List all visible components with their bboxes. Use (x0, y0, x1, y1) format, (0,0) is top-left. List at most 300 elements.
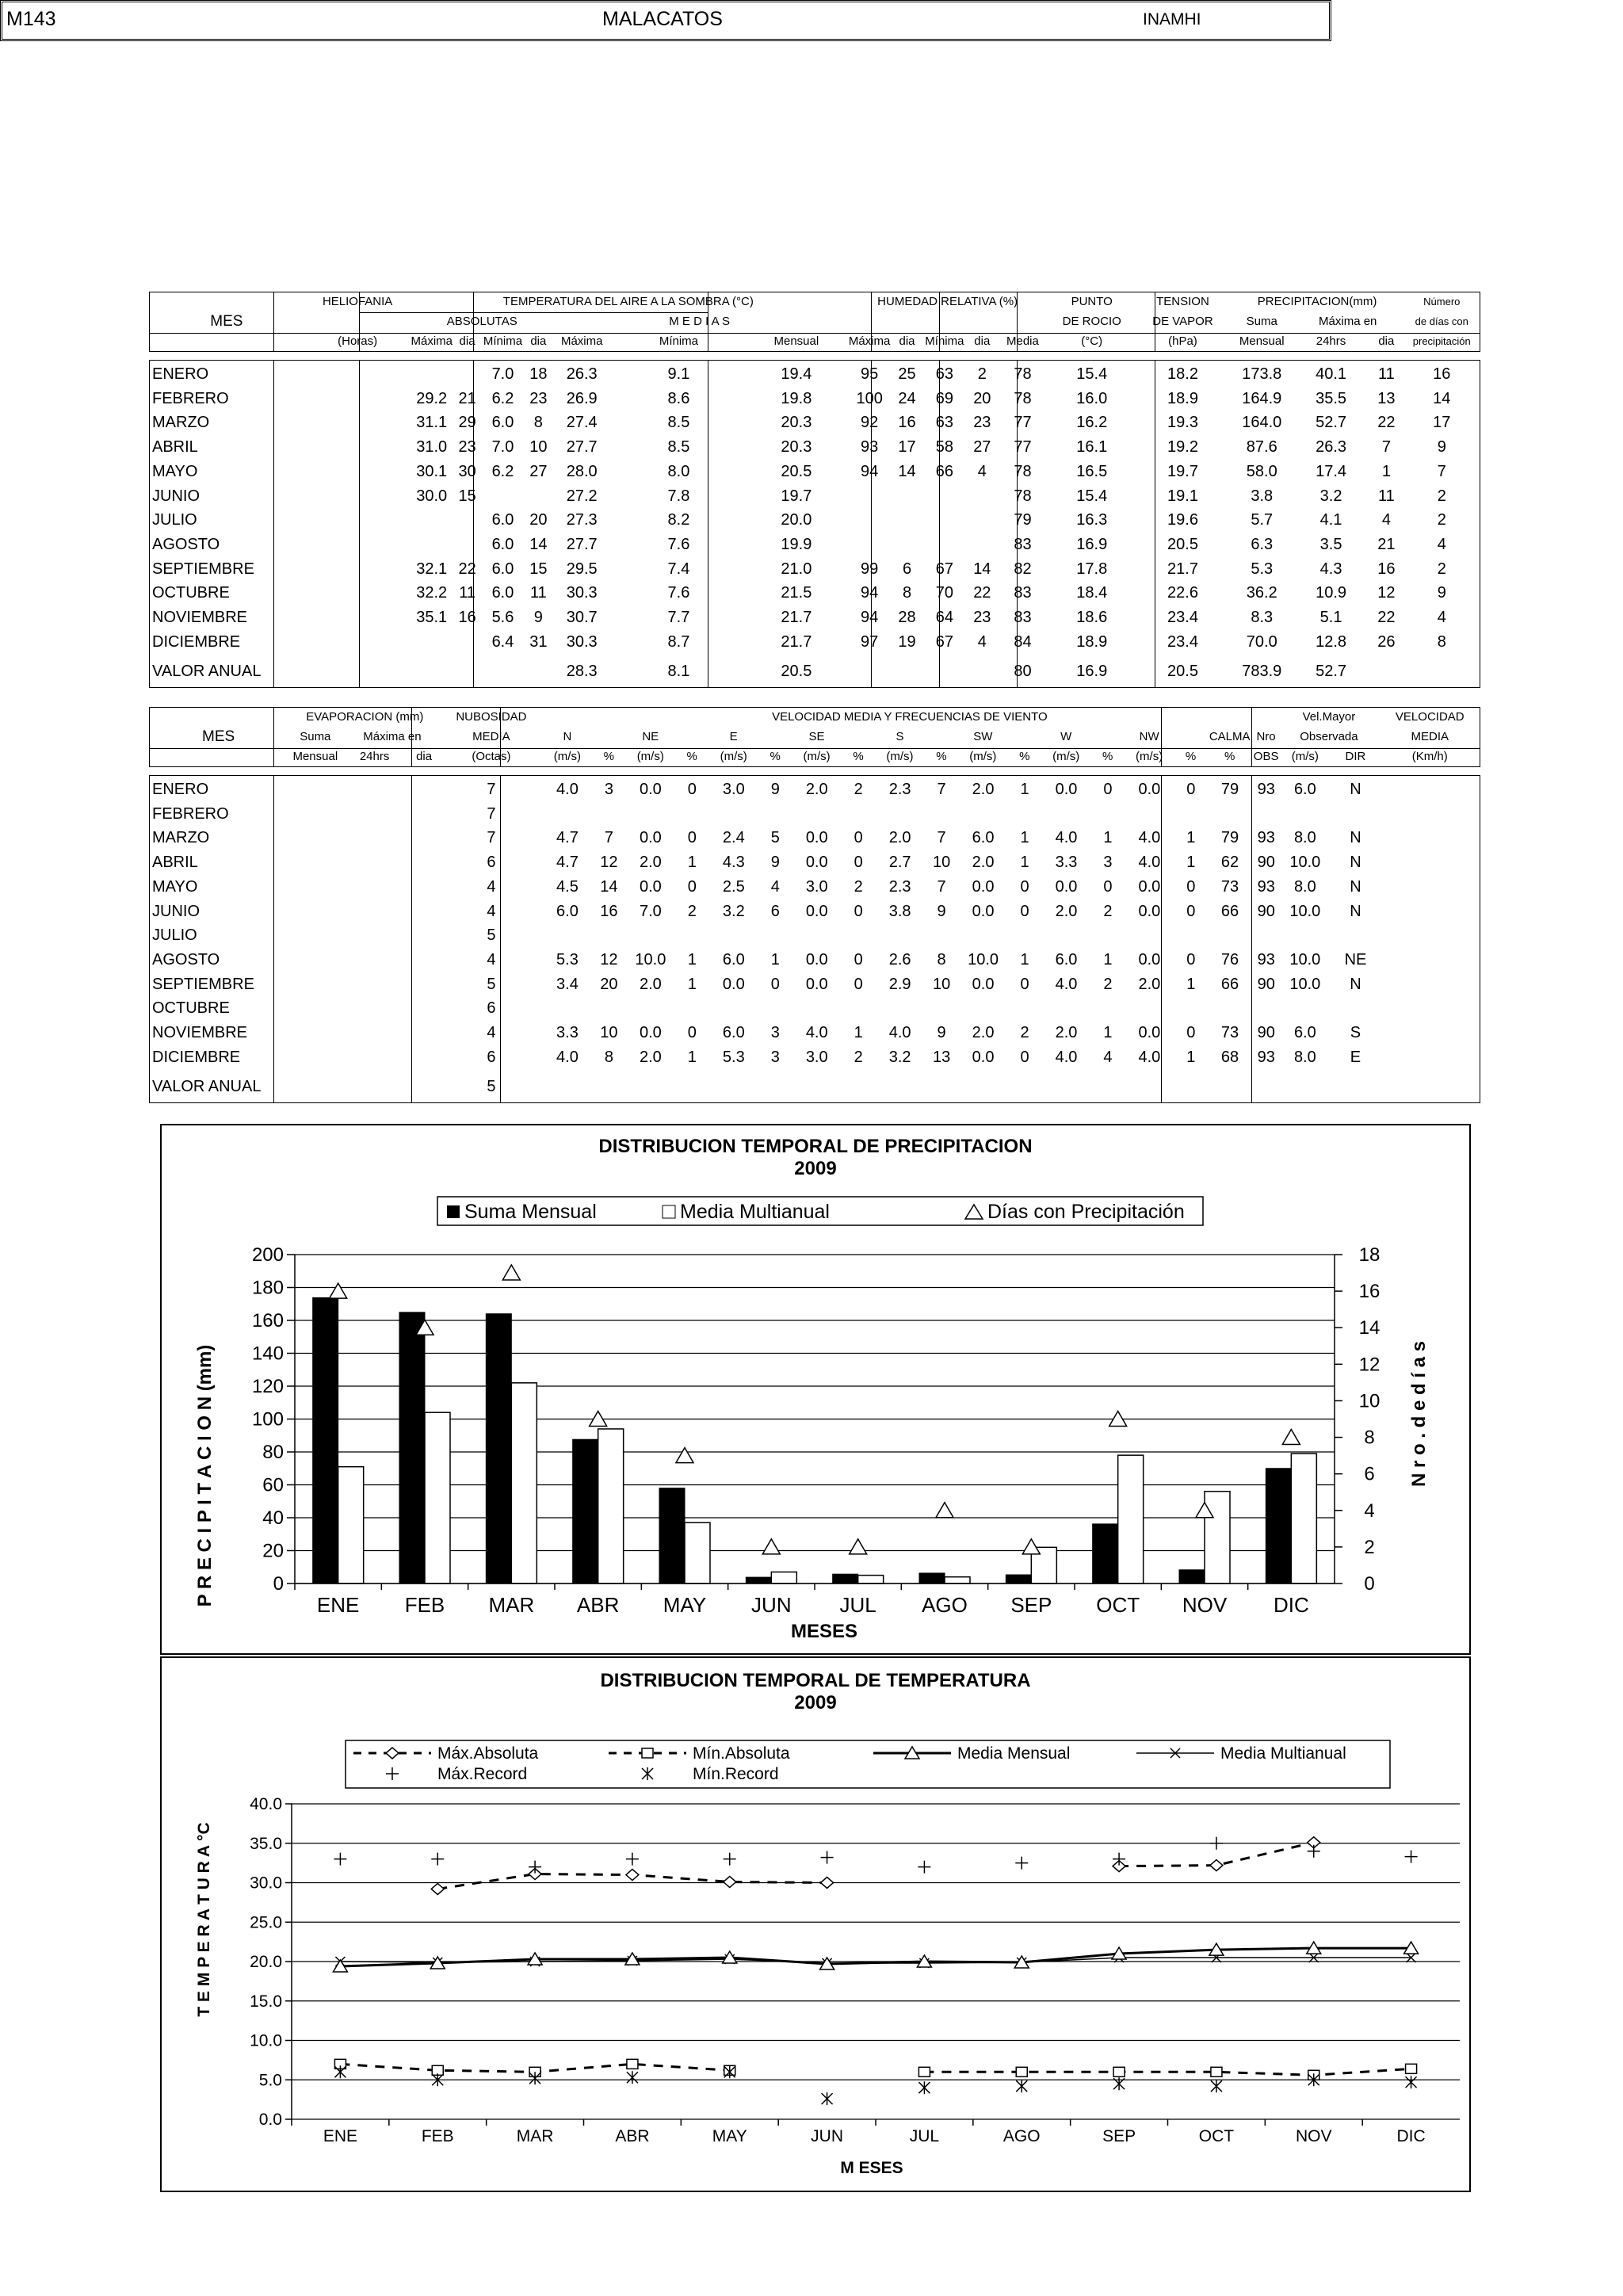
t1-cell-hmaxd: 25 (898, 365, 916, 383)
t2-cell-vm: 6.0 (1293, 1024, 1316, 1042)
hdr2-media: MEDIA (472, 730, 510, 743)
t2-cell-mes: JULIO (152, 926, 197, 945)
t2-cell-em (342, 948, 406, 972)
t2-cell-wind (873, 802, 926, 827)
chart2-ylabel: T E M P E R A T U R A °C (195, 1822, 213, 2017)
t1-cell-hmaxd: 6 (902, 560, 912, 578)
bar-media-multianual (511, 1383, 537, 1584)
t1-cell-hmaxd (893, 654, 921, 689)
table1-row (149, 484, 1480, 509)
t2-cell-es (288, 777, 342, 802)
t1-cell-hmax: 94 (861, 584, 879, 602)
hdr2-dir-ne: NE (642, 730, 659, 743)
chart1-xtick-label: NOV (1182, 1593, 1228, 1617)
t2-cell-wind: 0 (687, 1024, 697, 1042)
t2-cell-es (288, 826, 342, 850)
t1-cell-pmax: 52.7 (1316, 414, 1347, 432)
chart1-xtick-label: AGO (922, 1593, 968, 1617)
table1-body (149, 362, 1480, 689)
bar-suma-mensual (399, 1312, 425, 1584)
marker-min-record (1406, 2076, 1417, 2088)
t2-cell-wind (1040, 996, 1093, 1021)
hdr2-kmh: (Km/h) (1411, 750, 1448, 763)
t2-cell-wind (594, 996, 624, 1021)
t2-cell-wind: 6.0 (1055, 950, 1078, 968)
t2-cell-wind: 10.0 (635, 950, 666, 968)
t2-cell-wind: 7 (604, 829, 613, 847)
t2-cell-nro: 93 (1257, 1048, 1275, 1066)
t1-cell-ten: 19.1 (1167, 487, 1198, 505)
t2-cell-vd: N (1350, 781, 1361, 798)
t1-cell-roc: 16.0 (1076, 389, 1108, 407)
t2-cell-wind (1093, 996, 1123, 1021)
table1-row (149, 411, 1480, 435)
t2-cell-wind: 3.4 (556, 975, 579, 993)
chart2-xtick-label: ENE (323, 2127, 358, 2145)
t2-cell-vm (1278, 996, 1331, 1021)
t1-cell-hmaxd (893, 484, 921, 509)
t2-cell-wind: 2 (854, 877, 863, 896)
t2-cell-wind: 0 (1020, 975, 1029, 993)
t2-cell-wind (957, 1069, 1010, 1104)
marker-max-record (334, 1853, 346, 1866)
legend-swatch-media (663, 1205, 675, 1218)
t2-cell-wind: 0.0 (805, 829, 828, 847)
t1-cell-nd: 4 (1437, 535, 1446, 553)
t1-cell-pdia: 11 (1378, 487, 1395, 505)
chart2-xtick-label: JUN (811, 2127, 844, 2145)
station-code: M143 (6, 8, 56, 30)
t2-cell-es (288, 923, 342, 948)
t1-cell-ten: 22.6 (1167, 584, 1198, 602)
t1-cell-hmaxd: 8 (902, 584, 912, 602)
hdr-med-max: Máxima (560, 334, 603, 348)
t2-cell-wind: 5 (770, 829, 780, 847)
t2-cell-vel (1380, 875, 1480, 900)
t2-cell-nro: 90 (1257, 975, 1275, 993)
t2-cell-wind: 10 (932, 975, 951, 993)
chart1-legend (437, 1197, 1203, 1225)
t1-cell-amin: 6.0 (491, 535, 514, 553)
t1-cell-amax (411, 508, 453, 533)
t1-cell-amind: 20 (529, 511, 548, 529)
t1-cell-hel (304, 630, 411, 655)
t2-cell-wind: 0.0 (1138, 902, 1161, 920)
t2-cell-wind (1040, 1069, 1093, 1104)
hdr-heliofania: HELIOFANIA (322, 295, 393, 308)
chart1-y2tick-label: 14 (1358, 1317, 1381, 1339)
marker-min-absoluta (1016, 2067, 1027, 2076)
hdr2-ms: (m/s) (1052, 750, 1080, 763)
t2-cell-ed (407, 948, 442, 972)
t2-cell-wind: 2.0 (639, 1048, 662, 1066)
t1-cell-amax (411, 630, 453, 655)
t1-cell-mmax: 30.3 (566, 632, 598, 651)
hdr2-suma: Suma (300, 730, 331, 743)
t2-cell-es (288, 972, 342, 997)
t2-cell-calma (1206, 923, 1254, 948)
hdr2-pct: % (603, 750, 614, 763)
t2-cell-vel (1380, 777, 1480, 802)
station-header (0, 0, 1331, 41)
chart2-xtick-label: JUL (909, 2127, 940, 2145)
t2-cell-wind: 2.0 (805, 781, 828, 798)
t1-cell-hmind: 4 (977, 462, 987, 480)
t2-cell-calma: 73 (1220, 877, 1239, 896)
legend-label: Media Mensual (957, 1744, 1071, 1763)
table1-row (149, 606, 1480, 630)
t2-cell-wind: 0 (1186, 1024, 1196, 1042)
t2-cell-mes: NOVIEMBRE (152, 1024, 248, 1042)
t2-cell-wind (957, 996, 1010, 1021)
t1-cell-hmed: 83 (1014, 584, 1032, 602)
t2-cell-wind: 0.0 (1055, 877, 1078, 896)
table2-row (149, 850, 1480, 875)
hdr2-ms: (m/s) (886, 750, 914, 763)
t1-cell-psum: 164.9 (1242, 389, 1282, 407)
t1-cell-hmind: 23 (973, 414, 991, 432)
t2-cell-calma: 68 (1220, 1048, 1239, 1066)
t1-cell-roc: 16.3 (1076, 511, 1108, 529)
bar-media-multianual (685, 1522, 710, 1584)
table2-row (149, 972, 1480, 997)
t2-cell-wind: 10 (932, 854, 951, 872)
t2-cell-ed (407, 826, 442, 850)
t1-cell-pmax: 3.5 (1319, 535, 1342, 553)
t1-cell-hmax: 94 (861, 609, 879, 627)
t1-cell-nd: 14 (1433, 389, 1451, 407)
t1-cell-pmax: 17.4 (1316, 462, 1347, 480)
legend-label-media: Media Multianual (680, 1201, 830, 1223)
bar-suma-mensual (746, 1577, 771, 1584)
t1-cell-amaxd (453, 362, 482, 387)
t1-cell-hmaxd: 16 (898, 414, 916, 432)
t1-cell-hmind: 23 (973, 609, 991, 627)
t2-cell-vd (1331, 923, 1379, 948)
t2-cell-em (342, 826, 406, 850)
chart1-y2tick-label: 18 (1358, 1244, 1381, 1266)
chart2-subtitle: 2009 (794, 1692, 837, 1713)
hdr-abs-max: Máxima (411, 334, 453, 348)
marker-min-absoluta (918, 2067, 930, 2076)
hdr2-dir-w: W (1060, 730, 1072, 743)
t1-cell-roc: 18.6 (1076, 609, 1108, 627)
hdr2-pct: % (686, 750, 697, 763)
t1-cell-mmen: 21.0 (781, 560, 812, 578)
bar-suma-mensual (313, 1297, 338, 1584)
t2-cell-nro: 93 (1257, 829, 1275, 847)
t1-cell-mmen: 19.8 (781, 389, 812, 407)
t2-cell-wind: 1 (1103, 829, 1113, 847)
t2-cell-wind: 2.4 (722, 829, 745, 847)
t2-cell-calma: 73 (1220, 1024, 1239, 1042)
chart1-y2tick-label: 8 (1364, 1427, 1375, 1449)
hdr2-calma: CALMA (1209, 730, 1251, 743)
hdr-de-vapor: DE VAPOR (1152, 315, 1213, 328)
chart1-y2tick-label: 4 (1364, 1499, 1375, 1522)
t2-cell-vel (1380, 996, 1480, 1021)
t1-cell-mes: JULIO (152, 511, 197, 529)
t1-cell-hmaxd: 24 (898, 389, 916, 407)
t1-cell-mmax: 26.3 (566, 365, 598, 383)
table1-row (149, 387, 1480, 411)
t1-cell-mes: VALOR ANUAL (152, 663, 262, 681)
t1-cell-mes: SEPTIEMBRE (152, 560, 254, 578)
t1-cell-hmind (968, 508, 996, 533)
chart2-xtick-label: OCT (1198, 2127, 1235, 2145)
t1-cell-hmin: 64 (935, 609, 954, 627)
t2-cell-wind: 4.0 (1055, 829, 1078, 847)
t1-cell-amind: 9 (533, 609, 543, 627)
t2-cell-wind: 0 (1186, 781, 1196, 798)
t2-cell-em (342, 972, 406, 997)
t1-cell-pdia: 4 (1381, 511, 1391, 529)
t1-cell-hmed: 80 (1014, 663, 1032, 681)
t2-cell-nub: 4 (487, 877, 496, 896)
t1-cell-amax: 32.2 (416, 584, 448, 602)
hdr2-mensual: Mensual (292, 750, 338, 763)
t2-cell-ed (407, 850, 442, 875)
t2-cell-wind: 0 (1103, 781, 1113, 798)
t2-cell-em (342, 777, 406, 802)
t2-cell-mes: VALOR ANUAL (152, 1078, 262, 1096)
t1-cell-psum: 5.7 (1251, 511, 1274, 529)
t2-cell-wind (624, 996, 677, 1021)
t2-cell-wind (1123, 802, 1176, 827)
legend-marker (642, 1748, 653, 1758)
t2-cell-mes: ABRIL (152, 854, 198, 872)
t1-cell-pdia: 13 (1377, 389, 1396, 407)
chart1-xtick-label: MAR (488, 1593, 535, 1617)
t1-cell-amaxd: 29 (458, 414, 476, 432)
hdr2-octas: (Octas) (472, 750, 511, 763)
t2-cell-wind (790, 802, 843, 827)
t1-cell-ten: 19.6 (1167, 511, 1198, 529)
chart2-ytick-label: 35.0 (250, 1834, 282, 1853)
t2-cell-ed (407, 777, 442, 802)
t2-cell-wind (843, 802, 873, 827)
t1-cell-roc: 16.9 (1076, 535, 1108, 553)
hdr2-dir-sw: SW (973, 730, 993, 743)
t1-cell-mmin: 8.5 (667, 438, 690, 457)
t2-cell-wind (843, 1069, 873, 1104)
t2-cell-nub: 7 (487, 804, 496, 823)
t1-cell-hel (304, 557, 411, 582)
t1-cell-amax: 32.1 (416, 560, 448, 578)
t2-cell-nro (1254, 1069, 1278, 1104)
t2-cell-wind (926, 1069, 957, 1104)
t1-cell-amax: 31.0 (416, 438, 448, 457)
t1-cell-hmin (921, 508, 968, 533)
t2-cell-wind: 1 (1186, 829, 1196, 847)
hdr-horas: (Horas) (338, 334, 378, 348)
t1-cell-mmin: 7.6 (667, 535, 690, 553)
t1-cell-mes: MARZO (152, 414, 210, 432)
t2-cell-wind: 0 (1186, 950, 1196, 968)
t1-cell-amind: 11 (529, 584, 547, 602)
t1-cell-hmind (968, 484, 996, 509)
t1-cell-mmin: 8.1 (667, 663, 690, 681)
t2-cell-em (342, 875, 406, 900)
t2-cell-mes: JUNIO (152, 902, 200, 920)
t2-cell-em (342, 923, 406, 948)
hdr2-ms: (m/s) (553, 750, 581, 763)
chart2-xtick-label: NOV (1295, 2127, 1332, 2145)
hdr-tension: TENSION (1156, 295, 1209, 308)
t1-cell-pdia: 1 (1381, 462, 1391, 480)
hdr-precipitacion-count: precipitación (1412, 335, 1471, 347)
t1-cell-ten: 18.2 (1167, 365, 1198, 383)
t2-cell-wind (1040, 923, 1093, 948)
t1-cell-ten: 18.9 (1167, 389, 1198, 407)
t1-cell-hmind: 2 (977, 365, 987, 383)
t2-cell-wind: 14 (600, 877, 618, 896)
t1-cell-amind: 18 (529, 365, 548, 383)
t2-cell-wind: 4.0 (1138, 1048, 1161, 1066)
t1-cell-hmed: 79 (1014, 511, 1032, 529)
t1-cell-pmax: 4.3 (1319, 560, 1342, 578)
bar-suma-mensual (1266, 1469, 1291, 1584)
table2-row (149, 802, 1480, 827)
t1-cell-hmin (921, 484, 968, 509)
t1-cell-mmin: 8.7 (667, 632, 690, 651)
t1-cell-roc: 17.8 (1076, 560, 1108, 578)
t1-cell-mes: JUNIO (152, 487, 200, 505)
hdr2-pct: % (769, 750, 781, 763)
chart1-ytick-label: 140 (251, 1343, 284, 1365)
chart1-ytick-label: 60 (262, 1474, 284, 1496)
hdr-dias-con: de días con (1415, 315, 1468, 327)
t2-cell-wind: 0.0 (805, 950, 828, 968)
t1-cell-mmax: 27.2 (566, 487, 598, 505)
marker-dias-precipitacion (850, 1539, 867, 1554)
t1-cell-hmax: 95 (861, 365, 879, 383)
t2-cell-wind (1123, 923, 1176, 948)
chart1-ytick-label: 100 (251, 1408, 284, 1431)
t1-cell-hmin: 66 (935, 462, 954, 480)
chart1-y2tick-label: 16 (1358, 1281, 1381, 1303)
t1-cell-hmax: 97 (861, 632, 879, 651)
t2-cell-wind: 2.0 (1055, 902, 1078, 920)
chart1-y2tick-label: 2 (1364, 1536, 1375, 1558)
hdr-hum-max: Máxima (848, 334, 891, 348)
t1-cell-mmen: 20.5 (781, 663, 812, 681)
t2-cell-wind: 3.2 (722, 902, 745, 920)
t2-cell-mes: SEPTIEMBRE (152, 975, 254, 993)
chart2-ytick-label: 15.0 (250, 1992, 282, 2011)
t2-cell-wind: 0 (1186, 877, 1196, 896)
t2-cell-wind: 0 (854, 975, 863, 993)
t2-cell-wind: 3.0 (805, 877, 828, 896)
table1-row (149, 581, 1480, 606)
hdr2-ms: (m/s) (1136, 750, 1163, 763)
t1-cell-psum: 70.0 (1246, 632, 1277, 651)
t1-cell-hel (304, 508, 411, 533)
marker-dias-precipitacion (1022, 1539, 1040, 1554)
t1-cell-mmen: 20.0 (781, 511, 812, 529)
t1-cell-ten: 19.3 (1167, 414, 1198, 432)
t1-cell-mmax: 28.3 (566, 663, 598, 681)
legend-label: Media Multianual (1220, 1744, 1346, 1763)
t2-cell-ed (407, 1021, 442, 1045)
t1-cell-hmaxd (893, 508, 921, 533)
t2-cell-wind: 1 (1020, 950, 1029, 968)
t2-cell-wind (1010, 996, 1040, 1021)
t1-cell-hel (304, 533, 411, 557)
t2-cell-nub: 7 (487, 829, 496, 847)
t2-cell-nub: 5 (487, 1078, 496, 1096)
bar-media-multianual (598, 1429, 624, 1584)
table1-row (149, 630, 1480, 655)
table2-row (149, 948, 1480, 972)
t1-cell-hel (304, 606, 411, 630)
table1-row (149, 435, 1480, 460)
t1-cell-roc: 18.9 (1076, 632, 1108, 651)
t1-cell-hmind: 20 (973, 389, 991, 407)
t2-cell-vm: 8.0 (1293, 829, 1316, 847)
t2-cell-wind: 0 (687, 829, 697, 847)
marker-min-absoluta (1113, 2067, 1125, 2076)
marker-min-record (529, 2072, 540, 2084)
t2-cell-wind (790, 923, 843, 948)
t1-cell-amin: 6.0 (491, 584, 514, 602)
t2-cell-vd (1331, 1069, 1379, 1104)
t2-cell-wind: 0.0 (639, 781, 662, 798)
t1-cell-ten: 19.2 (1167, 438, 1198, 457)
hdr-precip-24h: 24hrs (1316, 334, 1346, 348)
t2-cell-wind (1093, 1069, 1123, 1104)
t2-cell-wind: 1 (854, 1024, 863, 1042)
t2-cell-wind: 1 (687, 1048, 697, 1066)
t1-cell-mmen: 20.3 (781, 414, 812, 432)
t2-cell-vd: E (1350, 1048, 1361, 1066)
t1-cell-hmed: 84 (1014, 632, 1032, 651)
t2-cell-es (288, 875, 342, 900)
t2-cell-wind: 2.0 (972, 781, 995, 798)
t1-cell-amax: 29.2 (416, 389, 448, 407)
t2-cell-wind: 2.7 (888, 854, 911, 872)
t1-cell-mmin: 8.0 (667, 462, 690, 480)
t2-cell-wind: 7 (937, 877, 946, 896)
t2-cell-wind (760, 996, 790, 1021)
chart2-ytick-label: 30.0 (250, 1874, 282, 1893)
hdr2-media2: MEDIA (1411, 730, 1449, 743)
t1-cell-psum: 783.9 (1242, 663, 1282, 681)
t1-cell-hmin: 63 (935, 414, 954, 432)
t2-cell-vd: N (1350, 902, 1361, 920)
t2-cell-calma (1206, 802, 1254, 827)
t2-cell-wind (873, 1069, 926, 1104)
t1-cell-roc: 18.4 (1076, 584, 1108, 602)
legend-label: Máx.Absoluta (437, 1744, 539, 1763)
t2-cell-wind: 4.7 (556, 829, 579, 847)
table2-annual-row (149, 1069, 1480, 1104)
t1-cell-mmax: 29.5 (566, 560, 598, 578)
hdr-max-en: Máxima en (1319, 315, 1377, 328)
line-min-absoluta (924, 2069, 1411, 2075)
t2-cell-wind (1123, 996, 1176, 1021)
hdr-hum-max-dia: dia (899, 334, 915, 348)
t1-cell-mmen: 21.7 (781, 632, 812, 651)
t1-cell-nd: 4 (1437, 609, 1446, 627)
t2-cell-vd: N (1350, 854, 1361, 872)
table1-row (149, 557, 1480, 582)
marker-max-record (1113, 1853, 1125, 1866)
t1-cell-mmax: 28.0 (566, 462, 598, 480)
legend-label-dias: Días con Precipitación (987, 1201, 1185, 1223)
hdr2-dir-se: SE (808, 730, 825, 743)
t1-cell-psum: 3.8 (1251, 487, 1274, 505)
